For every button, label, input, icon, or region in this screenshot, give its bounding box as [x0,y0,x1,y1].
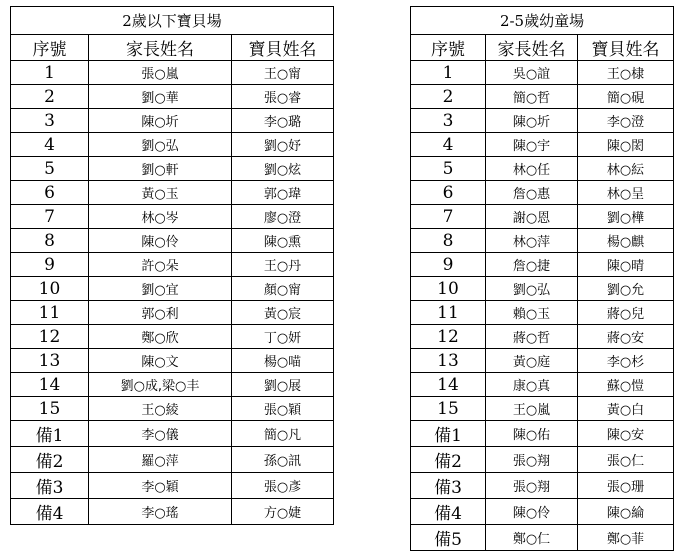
table-row [411,253,674,277]
row-number: 備4 [11,499,89,525]
parent-name: 林○岑 [89,205,232,229]
row-number: 備5 [411,525,486,551]
baby-name: 簡○凡 [232,421,334,447]
parent-name: 黃○庭 [486,349,578,373]
row-number: 13 [411,349,486,373]
row-number: 9 [411,253,486,277]
row-number: 1 [411,61,486,85]
table-row [411,473,674,499]
baby-name: 林○紜 [578,157,674,181]
baby-name: 丁○妍 [232,325,334,349]
row-number: 3 [411,109,486,133]
parent-name: 劉○宜 [89,277,232,301]
row-number: 5 [411,157,486,181]
row-number: 13 [11,349,89,373]
table-row [11,229,334,253]
baby-name: 蔣○安 [578,325,674,349]
baby-name: 方○婕 [232,499,334,525]
baby-name: 劉○展 [232,373,334,397]
row-number: 10 [411,277,486,301]
table-row [11,181,334,205]
row-number: 15 [411,397,486,421]
table-row [411,499,674,525]
table-row [411,349,674,373]
row-number: 11 [11,301,89,325]
row-number: 15 [11,397,89,421]
header-number: 序號 [11,35,89,61]
baby-name: 張○彥 [232,473,334,499]
parent-name: 劉○弘 [89,133,232,157]
table-row [411,397,674,421]
table-row [411,373,674,397]
baby-name: 王○甯 [232,61,334,85]
table-row [411,277,674,301]
parent-name: 陳○文 [89,349,232,373]
row-number: 3 [11,109,89,133]
row-number: 6 [411,181,486,205]
table-row [411,133,674,157]
parent-name: 陳○伶 [486,499,578,525]
parent-name: 鄭○仁 [486,525,578,551]
row-number: 11 [411,301,486,325]
parent-name: 詹○惠 [486,181,578,205]
table-row [11,397,334,421]
parent-name: 陳○宇 [486,133,578,157]
parent-name: 林○萍 [486,229,578,253]
parent-name: 康○真 [486,373,578,397]
table-2-to-5 [410,6,674,551]
table-row [411,229,674,253]
table-body [11,61,334,525]
table-row [11,157,334,181]
baby-name: 蔣○兒 [578,301,674,325]
table-row [11,61,334,85]
table-row [11,301,334,325]
table-row [411,525,674,551]
baby-name: 李○璐 [232,109,334,133]
table-row [411,301,674,325]
parent-name: 陳○佑 [486,421,578,447]
table-row [11,205,334,229]
row-number: 2 [411,85,486,109]
table-row [11,473,334,499]
table-row [411,325,674,349]
table-row [11,447,334,473]
baby-name: 陳○閎 [578,133,674,157]
baby-name: 鄭○菲 [578,525,674,551]
table-row [11,373,334,397]
table-row [11,133,334,157]
parent-name: 陳○伶 [89,229,232,253]
row-number: 7 [411,205,486,229]
baby-name: 張○穎 [232,397,334,421]
parent-name: 張○嵐 [89,61,232,85]
table-title: 2歲以下寶貝場 [11,7,334,35]
table-body [411,61,674,551]
row-number: 備2 [411,447,486,473]
parent-name: 吳○誼 [486,61,578,85]
parent-name: 黃○玉 [89,181,232,205]
parent-name: 李○儀 [89,421,232,447]
table-row [411,447,674,473]
parent-name: 李○穎 [89,473,232,499]
baby-name: 李○杉 [578,349,674,373]
parent-name: 鄭○欣 [89,325,232,349]
header-baby-name: 寶貝姓名 [578,35,674,61]
header-parent-name: 家長姓名 [89,35,232,61]
parent-name: 賴○玉 [486,301,578,325]
baby-name: 陳○熏 [232,229,334,253]
row-number: 8 [11,229,89,253]
row-number: 4 [411,133,486,157]
row-number: 9 [11,253,89,277]
parent-name: 郭○利 [89,301,232,325]
parent-name: 張○翔 [486,473,578,499]
baby-name: 簡○硯 [578,85,674,109]
parent-name: 陳○圻 [89,109,232,133]
baby-name: 楊○喵 [232,349,334,373]
parent-name: 劉○軒 [89,157,232,181]
baby-name: 林○呈 [578,181,674,205]
table-row [11,253,334,277]
parent-name: 李○瑤 [89,499,232,525]
baby-name: 黃○白 [578,397,674,421]
row-number: 12 [411,325,486,349]
table-row [411,85,674,109]
baby-name: 陳○晴 [578,253,674,277]
baby-name: 張○珊 [578,473,674,499]
baby-name: 陳○綸 [578,499,674,525]
parent-name: 王○綾 [89,397,232,421]
baby-name: 黃○宸 [232,301,334,325]
baby-name: 張○仁 [578,447,674,473]
table-under-2 [10,6,334,525]
parent-name: 劉○弘 [486,277,578,301]
row-number: 6 [11,181,89,205]
parent-name: 簡○哲 [486,85,578,109]
table-row [411,205,674,229]
row-number: 1 [11,61,89,85]
row-number: 14 [411,373,486,397]
row-number: 12 [11,325,89,349]
row-number: 備1 [411,421,486,447]
parent-name: 謝○恩 [486,205,578,229]
header-baby-name: 寶貝姓名 [232,35,334,61]
table-row [411,61,674,85]
parent-name: 王○嵐 [486,397,578,421]
table-row [411,421,674,447]
baby-name: 劉○樺 [578,205,674,229]
table-row [11,499,334,525]
table-row [11,85,334,109]
row-number: 7 [11,205,89,229]
table-row [11,421,334,447]
parent-name: 劉○華 [89,85,232,109]
baby-name: 李○澄 [578,109,674,133]
row-number: 5 [11,157,89,181]
baby-name: 張○睿 [232,85,334,109]
row-number: 14 [11,373,89,397]
baby-name: 郭○瑋 [232,181,334,205]
baby-name: 王○丹 [232,253,334,277]
baby-name: 蘇○愷 [578,373,674,397]
header-parent-name: 家長姓名 [486,35,578,61]
header-number: 序號 [411,35,486,61]
table-row [11,349,334,373]
table-row [411,109,674,133]
row-number: 2 [11,85,89,109]
table-row [11,325,334,349]
parent-name: 羅○萍 [89,447,232,473]
table-row [11,277,334,301]
row-number: 備3 [411,473,486,499]
parent-name: 林○任 [486,157,578,181]
baby-name: 王○棣 [578,61,674,85]
baby-name: 劉○允 [578,277,674,301]
baby-name: 顏○甯 [232,277,334,301]
row-number: 備4 [411,499,486,525]
baby-name: 孫○訊 [232,447,334,473]
table-title: 2-5歲幼童場 [411,7,674,35]
parent-name: 蔣○哲 [486,325,578,349]
baby-name: 廖○澄 [232,205,334,229]
row-number: 備1 [11,421,89,447]
baby-name: 楊○麒 [578,229,674,253]
table-row [411,157,674,181]
parent-name: 張○翔 [486,447,578,473]
parent-name: 詹○捷 [486,253,578,277]
table-row [411,181,674,205]
parent-name: 陳○圻 [486,109,578,133]
row-number: 4 [11,133,89,157]
parent-name: 許○朵 [89,253,232,277]
row-number: 10 [11,277,89,301]
baby-name: 陳○安 [578,421,674,447]
row-number: 備2 [11,447,89,473]
row-number: 8 [411,229,486,253]
row-number: 備3 [11,473,89,499]
baby-name: 劉○炫 [232,157,334,181]
baby-name: 劉○妤 [232,133,334,157]
table-row [11,109,334,133]
parent-name: 劉○成,梁○丰 [89,373,232,397]
